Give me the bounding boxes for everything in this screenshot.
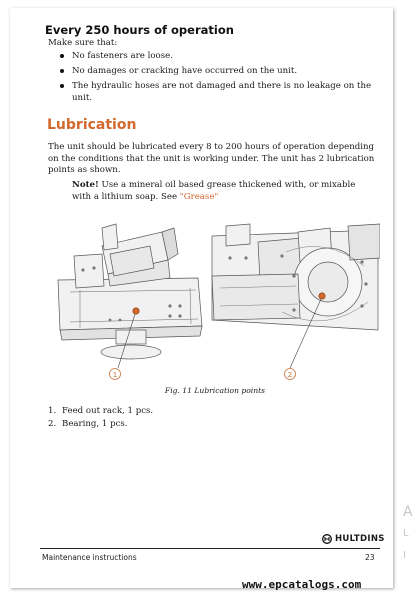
hultdins-logo [322, 534, 385, 544]
list-item: No damages or cracking have occurred on the unit. [60, 65, 380, 77]
logo-text: HULTDINS [335, 534, 385, 544]
list-item: No fasteners are loose. [60, 50, 380, 62]
note-text: Use a mineral oil based grease thickened with, or mixable with a lithium soap. See [72, 180, 356, 202]
footer-section: Maintenance instructions [42, 553, 137, 562]
note-label: Note! [72, 180, 99, 190]
item-text: Feed out rack, 1 pcs. [62, 406, 154, 416]
figure-caption: Fig. 11 Lubrication points [164, 386, 266, 395]
list-item [48, 418, 153, 431]
edge-letter: A [403, 504, 413, 520]
list-item [48, 405, 153, 418]
lubrication-points-list [48, 405, 153, 430]
page-number: 23 [365, 553, 375, 562]
callout-1: 1 [112, 371, 118, 379]
check-list [60, 50, 380, 107]
item-number: 1. [48, 406, 57, 416]
grease-link[interactable]: "Grease" [179, 191, 219, 202]
lubrication-illustration [50, 218, 380, 388]
edge-letter: L [403, 528, 409, 539]
edge-letter: I [403, 550, 406, 561]
logo-icon [322, 534, 332, 544]
item-number: 2. [48, 418, 57, 429]
callout-2: 2 [287, 371, 293, 379]
note [72, 180, 377, 203]
lubrication-figure [50, 218, 380, 388]
footer-rule [40, 548, 380, 549]
lubrication-heading: Lubrication [47, 117, 137, 133]
intro-text: Make sure that: [48, 38, 118, 48]
section-heading: Every 250 hours of operation [45, 23, 234, 37]
list-item: The hydraulic hoses are not damaged and there is no leakage on the unit. [60, 80, 380, 104]
item-text: Bearing, 1 pcs. [62, 418, 128, 429]
watermark: www.epcatalogs.com [242, 578, 362, 591]
lubrication-paragraph: The unit should be lubricated every 8 to 200 hours of operation depending on the conditions that the unit is working under. The unit has 2 lubrication points as shown. [48, 142, 375, 176]
